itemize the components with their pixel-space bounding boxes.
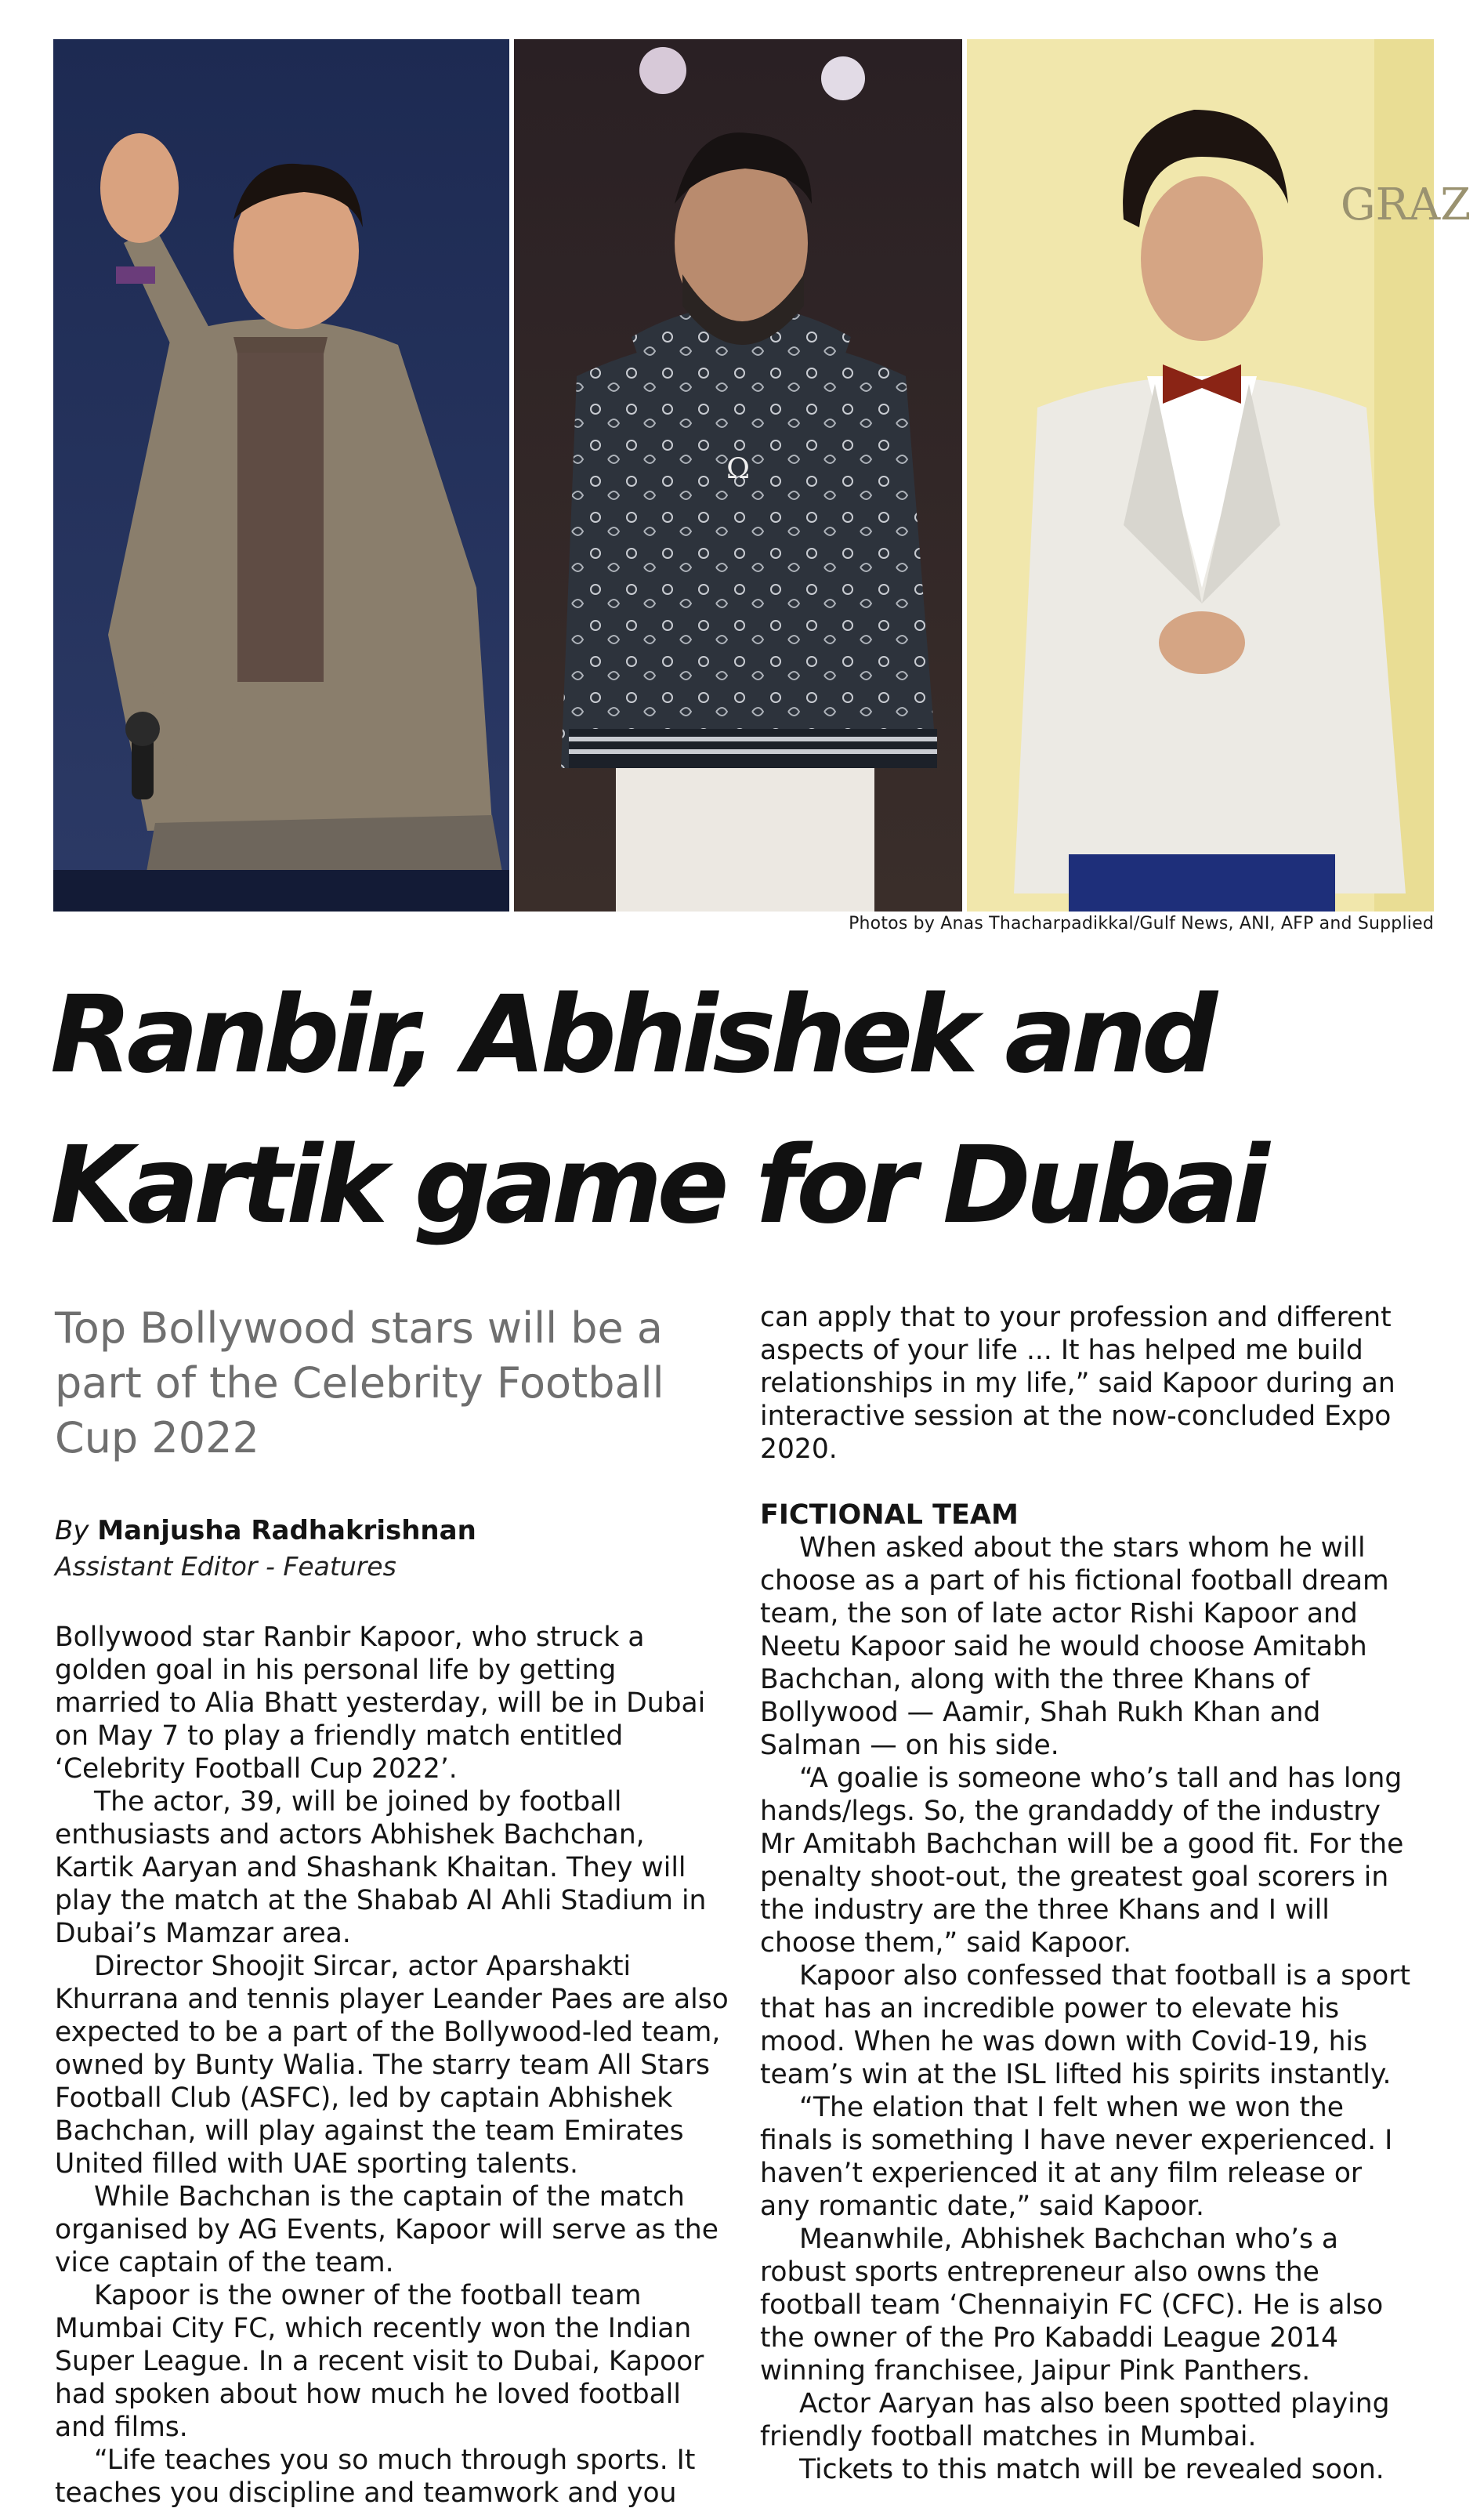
photo-ranbir-kapoor: [53, 39, 509, 912]
paragraph-continuation: can apply that to your profession and different aspects of your life ... It has helped me build relationships in my life,” said Kapoor during an interactive session at the now-concluded Expo 2020.: [760, 1302, 1395, 1465]
article-column-right: [760, 1301, 1410, 2486]
article-deck: Top Bollywood stars will be a part of the Celebrity Football Cup 2022: [55, 1303, 664, 1462]
paragraph: The actor, 39, will be joined by football enthusiasts and actors Abhishek Bachchan, Kartik Aaryan and Shashank Khaitan. They will play the match at the Shabab Al Ahli Stadium in Dubai’s Mamzar area.: [55, 1786, 707, 1949]
paragraph: Director Shoojit Sircar, actor Aparshakti Khurrana and tennis player Leander Paes are also expected to be a part of the Bollywood-led team, owned by Bunty Walia. The starry team All Stars Football Club (ASFC), led by captain Abhishek Bachchan, will play against the team Emirates United filled with UAE sporting talents.: [55, 1951, 729, 2180]
paragraph: “The elation that I felt when we won the finals is something I have never experienced. I haven’t experienced it at any film release or any romantic date,” said Kapoor.: [760, 2092, 1393, 2222]
headline-line-2: Kartik game for Dubai: [50, 1124, 1265, 1248]
photo-ranbir-illustration: [53, 39, 509, 912]
paragraph: Tickets to this match will be revealed soon.: [799, 2454, 1384, 2485]
paragraph: Meanwhile, Abhishek Bachchan who’s a robust sports entrepreneur also owns the football team ‘Chennaiyin FC (CFC). He is also the owner of the Pro Kabaddi League 2014 winning franchisee, Jaipur Pink Panthers.: [760, 2224, 1384, 2387]
paragraph: “A goalie is someone who’s tall and has long hands/legs. So, the grandaddy of the industry Mr Amitabh Bachchan will be a good fit. For the penalty shoot-out, the greatest goal scorers in the industry are the three Khans and I will choose them,” said Kapoor.: [760, 1763, 1404, 1959]
article-column-left: [55, 1621, 729, 2510]
photo-abhishek-bachchan: [514, 39, 962, 912]
paragraph: Bollywood star Ranbir Kapoor, who struck a golden goal in his personal life by getting married to Alia Bhatt yesterday, will be in Dubai on May 7 to play a friendly match entitled ‘Celebrity Football Cup 2022’.: [55, 1622, 706, 1785]
headline-line-1: Ranbir, Abhishek and: [50, 973, 1213, 1097]
byline-role: Assistant Editor - Features: [55, 1551, 396, 1582]
photo-credit: Photos by Anas Thacharpadikkal/Gulf News, ANI, AFP and Supplied: [849, 914, 1434, 933]
byline-author: Manjusha Radhakrishnan: [97, 1515, 476, 1546]
article-headline: [50, 960, 1445, 1261]
photo-strip: [53, 39, 1471, 912]
photo-kartik-illustration: [967, 39, 1471, 912]
paragraph: “Life teaches you so much through sports. It teaches you discipline and teamwork and you: [55, 2445, 696, 2509]
paragraph: Kapoor is the owner of the football team Mumbai City FC, which recently won the Indian Super League. In a recent visit to Dubai, Kapoor had spoken about how much he loved football and films.: [55, 2280, 704, 2443]
paragraph: Actor Aaryan has also been spotted playing friendly football matches in Mumbai.: [760, 2388, 1390, 2452]
paragraph: When asked about the stars whom he will choose as a part of his fictional football dream team, the son of late actor Rishi Kapoor and Neetu Kapoor said he would choose Amitabh Bachchan, along with the three Khans of Bollywood — Aamir, Shah Rukh Khan and Salman — on his side.: [760, 1532, 1389, 1761]
paragraph: Kapoor also confessed that football is a sport that has an incredible power to elevate his mood. When he was down with Covid-19, his team’s win at the ISL lifted his spirits instantly.: [760, 1960, 1410, 2090]
paragraph: While Bachchan is the captain of the match organised by AG Events, Kapoor will serve as the vice captain of the team.: [55, 2181, 719, 2278]
section-subhead: FICTIONAL TEAM: [760, 1499, 1019, 1531]
byline: [55, 1513, 476, 1585]
svg-text:Ω: Ω: [726, 453, 750, 485]
backdrop-text: GRAZ: [1340, 179, 1471, 230]
byline-prefix: By: [55, 1515, 89, 1546]
photo-abhishek-illustration: [514, 39, 962, 912]
photo-kartik-aaryan: [967, 39, 1471, 912]
